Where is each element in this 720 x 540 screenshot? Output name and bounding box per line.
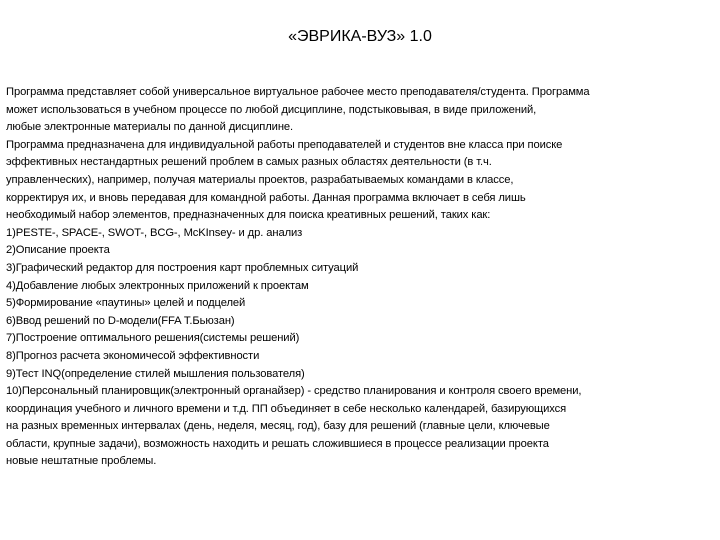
list-item-goals-web	[6, 295, 714, 313]
paragraph-purpose	[6, 137, 714, 225]
list-item-planner	[6, 383, 714, 471]
text-line: эффективных нестандартных решений проблем в самых разных областях деятельности (в т.ч.	[6, 156, 492, 169]
text-line: на разных временных интервалах (день, неделя, месяц, год), базу для решений (главные цели, ключевые	[6, 420, 550, 433]
list-item-project-description	[6, 242, 714, 260]
list-item-attachments	[6, 278, 714, 296]
paragraph-intro	[6, 84, 714, 137]
text-line: необходимый набор элементов, предназначенных для поиска креативных решений, таких как:	[6, 209, 491, 222]
list-item-inq-test	[6, 366, 714, 384]
text-line: 1)PESTE-, SPACE-, SWOT-, BCG-, McKInsey- и др. анализ	[6, 226, 303, 239]
list-item-optimal-solution	[6, 330, 714, 348]
text-line: любые электронные материалы по данной дисциплине.	[6, 121, 294, 134]
text-line: 9)Тест INQ(определение стилей мышления пользователя)	[6, 367, 305, 380]
text-line: может использоваться в учебном процессе по любой дисциплине, подстыковывая, в виде приложений,	[6, 103, 537, 116]
list-item-efficiency-forecast	[6, 348, 714, 366]
text-line: 6)Ввод решений по D-модели(FFA Т.Бьюзан)	[6, 314, 235, 327]
text-line: 2)Описание проекта	[6, 244, 110, 257]
list-item-graphic-editor	[6, 260, 714, 278]
text-line: Программа представляет собой универсальное виртуальное рабочее место преподавателя/студента. Программа	[6, 86, 590, 98]
text-line: корректируя их, и вновь передавая для командной работы. Данная программа включает в себя лишь	[6, 191, 526, 204]
text-line: 8)Прогноз расчета экономичесой эффективности	[6, 349, 260, 362]
text-line: координация учебного и личного времени и т.д. ПП объединяет в себе несколько календарей, базирующихся	[6, 402, 567, 415]
text-line: 4)Добавление любых электронных приложений к проектам	[6, 279, 309, 292]
slide-title: «ЭВРИКА-ВУЗ» 1.0	[288, 28, 432, 45]
text-line: 7)Построение оптимального решения(системы решений)	[6, 332, 300, 345]
text-line: 3)Графический редактор для построения карт проблемных ситуаций	[6, 261, 359, 274]
text-line: новые нештатные проблемы.	[6, 455, 157, 468]
text-line: управленческих), например, получая материалы проектов, разрабатываемых командами в классе,	[6, 173, 514, 186]
list-item-d-model	[6, 313, 714, 331]
list-item-analysis	[6, 225, 714, 243]
text-line: Программа предназначена для индивидуальной работы преподавателей и студентов вне класса при поиске	[6, 138, 563, 151]
slide-body	[6, 84, 714, 471]
text-line: 5)Формирование «паутины» целей и подцелей	[6, 297, 246, 310]
text-line: 10)Персональный планировщик(электронный органайзер) - средство планирования и контроля своего времени,	[6, 385, 582, 398]
text-line: области, крупные задачи), возможность находить и решать сложившиеся в процессе реализации проекта	[6, 437, 549, 450]
